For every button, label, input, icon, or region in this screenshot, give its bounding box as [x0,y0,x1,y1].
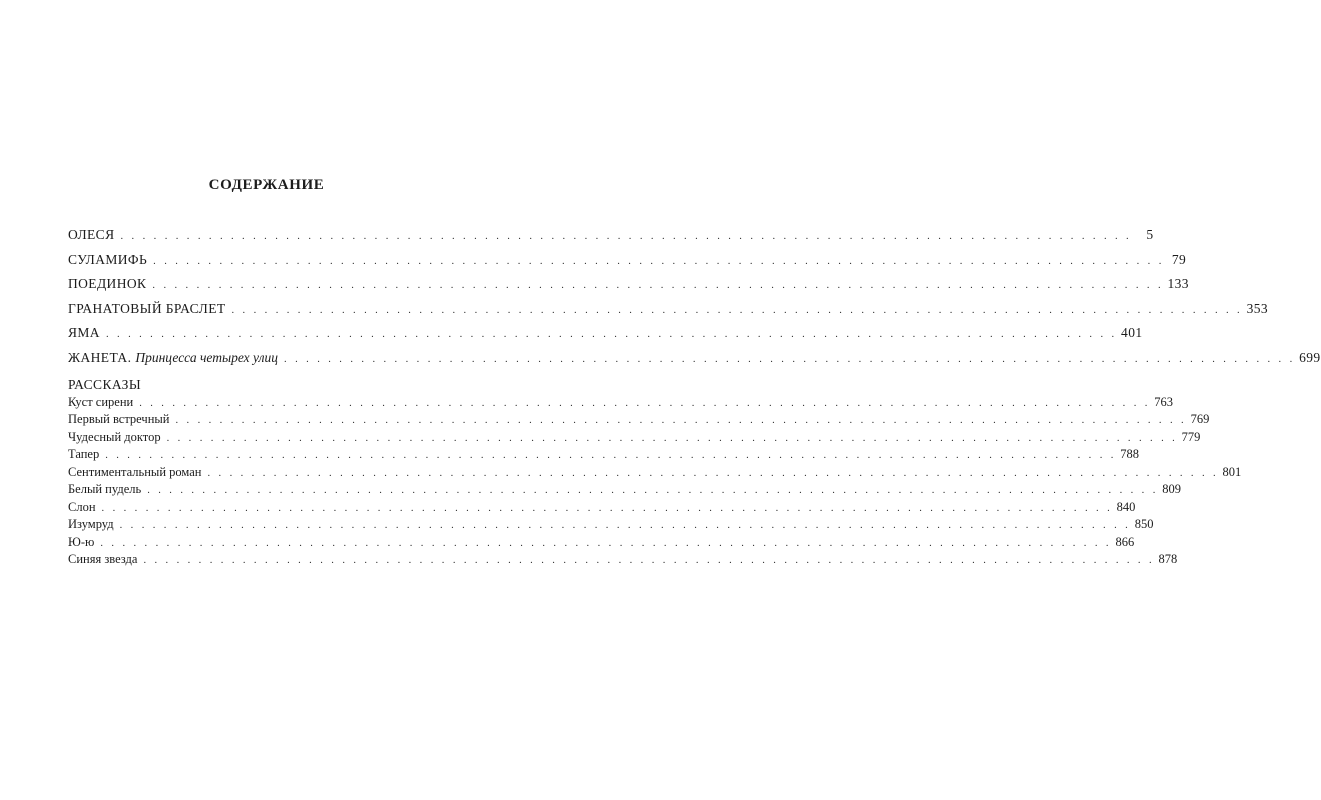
toc-entry-page: 878 [1158,552,1178,567]
dot-leader: . . . . . . . . . . . . . . . . . . . . . . . . . . . . . . . . . . . . . . . . . . . . . . . . . . . . . . . . . . . . . . . . . . . . . . . . . . . . . . . . . . . . . . . . . . . . [101,502,1113,514]
toc-entry-page: 809 [1162,482,1182,497]
toc-entry-granatovy-braslet [68,300,1269,325]
dot-leader: . . . . . . . . . . . . . . . . . . . . . . . . . . . . . . . . . . . . . . . . . . . . . . . . . . . . . . . . . . . . . . . . . . . . . . . . . . . . . . . . . . . . . . . . . . . . [152,280,1164,292]
toc-entry-label: ЯМА [68,325,100,341]
dot-leader: . . . . . . . . . . . . . . . . . . . . . . . . . . . . . . . . . . . . . . . . . . . . . . . . . . . . . . . . . . . . . . . . . . . . . . . . . . . . . . . . . . . . . . . . . . . . [100,537,1112,549]
toc-entry-page: 779 [1181,429,1201,444]
toc-entry-label: Чудесный доктор [68,429,161,444]
toc-entry-page: 401 [1121,325,1143,341]
dot-leader: . . . . . . . . . . . . . . . . . . . . . . . . . . . . . . . . . . . . . . . . . . . . . . . . . . . . . . . . . . . . . . . . . . . . . . . . . . . . . . . . . . . . . . . . . . . . [139,397,1151,409]
toc-entry-page: 763 [1154,394,1174,409]
toc-entry-page: 769 [1190,412,1210,427]
toc-entry-poedinok [68,275,1189,300]
toc-entry-page: 866 [1115,534,1135,549]
toc-story-entry [68,516,1154,534]
toc-story-entry [68,499,1136,517]
page-title: СОДЕРЖАНИЕ [208,177,325,193]
toc-entry-subtitle: Принцесса четырех улиц [135,349,279,365]
dot-leader: . . . . . . . . . . . . . . . . . . . . . . . . . . . . . . . . . . . . . . . . . . . . . . . . . . . . . . . . . . . . . . . . . . . . . . . . . . . . . . . . . . . . . . . . . . . . [105,450,1117,462]
toc-story-entry [68,464,1242,482]
toc-story-entry [68,446,1140,464]
toc-entry-page: 699 [1299,349,1321,365]
dot-leader: . . . . . . . . . . . . . . . . . . . . . . . . . . . . . . . . . . . . . . . . . . . . . . . . . . . . . . . . . . . . . . . . . . . . . . . . . . . . . . . . . . . . . . . . . . . . [120,231,1132,242]
dot-leader: . . . . . . . . . . . . . . . . . . . . . . . . . . . . . . . . . . . . . . . . . . . . . . . . . . . . . . . . . . . . . . . . . . . . . . . . . . . . . . . . . . . . . . . . . . . . [147,485,1159,497]
toc-story-entry [68,481,1182,499]
toc-story-entry [68,551,1178,569]
dot-leader: . . . . . . . . . . . . . . . . . . . . . . . . . . . . . . . . . . . . . . . . . . . . . . . . . . . . . . . . . . . . . . . . . . . . . . . . . . . . . . . . . . . . . . . . . . . . [207,467,1219,479]
toc-entry-zhaneta [68,349,1321,374]
stories-section-heading: РАССКАЗЫ [68,376,142,392]
toc-entry-label: ОЛЕСЯ [68,227,115,242]
toc-entry-page: 850 [1134,517,1154,532]
toc-entry-page: 801 [1222,464,1242,479]
toc-entry-label: Тапер [68,447,100,462]
toc-entry-page: 353 [1246,300,1269,316]
toc-story-entry [68,534,1135,552]
dot-leader: . . . . . . . . . . . . . . . . . . . . . . . . . . . . . . . . . . . . . . . . . . . . . . . . . . . . . . . . . . . . . . . . . . . . . . . . . . . . . . . . . . . . . . . . . . . . [175,415,1187,427]
dot-leader: . . . . . . . . . . . . . . . . . . . . . . . . . . . . . . . . . . . . . . . . . . . . . . . . . . . . . . . . . . . . . . . . . . . . . . . . . . . . . . . . . . . . . . . . . . . . [153,255,1165,267]
toc-entry-label: Первый встречный [68,412,170,427]
toc-entry-page: 840 [1116,499,1136,514]
toc-entry-label: Куст сирени [68,394,134,409]
toc-story-entry [68,411,1210,429]
toc-entry-page: 79 [1171,251,1187,267]
toc-entry-label: ЖАНЕТА. [68,349,132,365]
dot-leader: . . . . . . . . . . . . . . . . . . . . . . . . . . . . . . . . . . . . . . . . . . . . . . . . . . . . . . . . . . . . . . . . . . . . . . . . . . . . . . . . . . . . . . . . . . . . [231,304,1243,316]
dot-leader: . . . . . . . . . . . . . . . . . . . . . . . . . . . . . . . . . . . . . . . . . . . . . . . . . . . . . . . . . . . . . . . . . . . . . . . . . . . . . . . . . . . . . . . . . . . . [105,329,1118,341]
toc-entry-label: СУЛАМИФЬ [68,251,148,267]
toc-entry-label: Белый пудель [68,482,142,497]
dot-leader: . . . . . . . . . . . . . . . . . . . . . . . . . . . . . . . . . . . . . . . . . . . . . . . . . . . . . . . . . . . . . . . . . . . . . . . . . . . . . . . . . . . . . . . . . . . . [284,353,1296,365]
toc-entry-label: Синяя звезда [68,552,138,567]
dot-leader: . . . . . . . . . . . . . . . . . . . . . . . . . . . . . . . . . . . . . . . . . . . . . . . . . . . . . . . . . . . . . . . . . . . . . . . . . . . . . . . . . . . . . . . . . . . . [143,555,1155,567]
toc-entry-label: ПОЕДИНОК [68,276,147,292]
toc-entry-label: Сентиментальный роман [68,464,202,479]
toc-entry-label: ГРАНАТОВЫЙ БРАСЛЕТ [68,300,226,316]
toc-entry-page: 5 [1146,227,1154,242]
toc-entry-yama [68,324,1143,349]
toc-entry-page: 788 [1120,447,1140,462]
toc-story-entry [68,394,1174,412]
toc-entry-label: Слон [68,499,96,514]
table-of-contents [68,226,1321,569]
dot-leader: . . . . . . . . . . . . . . . . . . . . . . . . . . . . . . . . . . . . . . . . . . . . . . . . . . . . . . . . . . . . . . . . . . . . . . . . . . . . . . . . . . . . . . . . . . . . [119,520,1131,532]
toc-entry-sulamif [68,251,1187,276]
toc-entry-olesya [68,226,1154,251]
toc-story-entry [68,429,1201,447]
toc-entry-page: 133 [1167,276,1189,292]
toc-entry-label: Изумруд [68,517,114,532]
dot-leader: . . . . . . . . . . . . . . . . . . . . . . . . . . . . . . . . . . . . . . . . . . . . . . . . . . . . . . . . . . . . . . . . . . . . . . . . . . . . . . . . . . . . . . . . . . . . [166,432,1178,444]
toc-entry-label: Ю-ю [68,534,95,549]
